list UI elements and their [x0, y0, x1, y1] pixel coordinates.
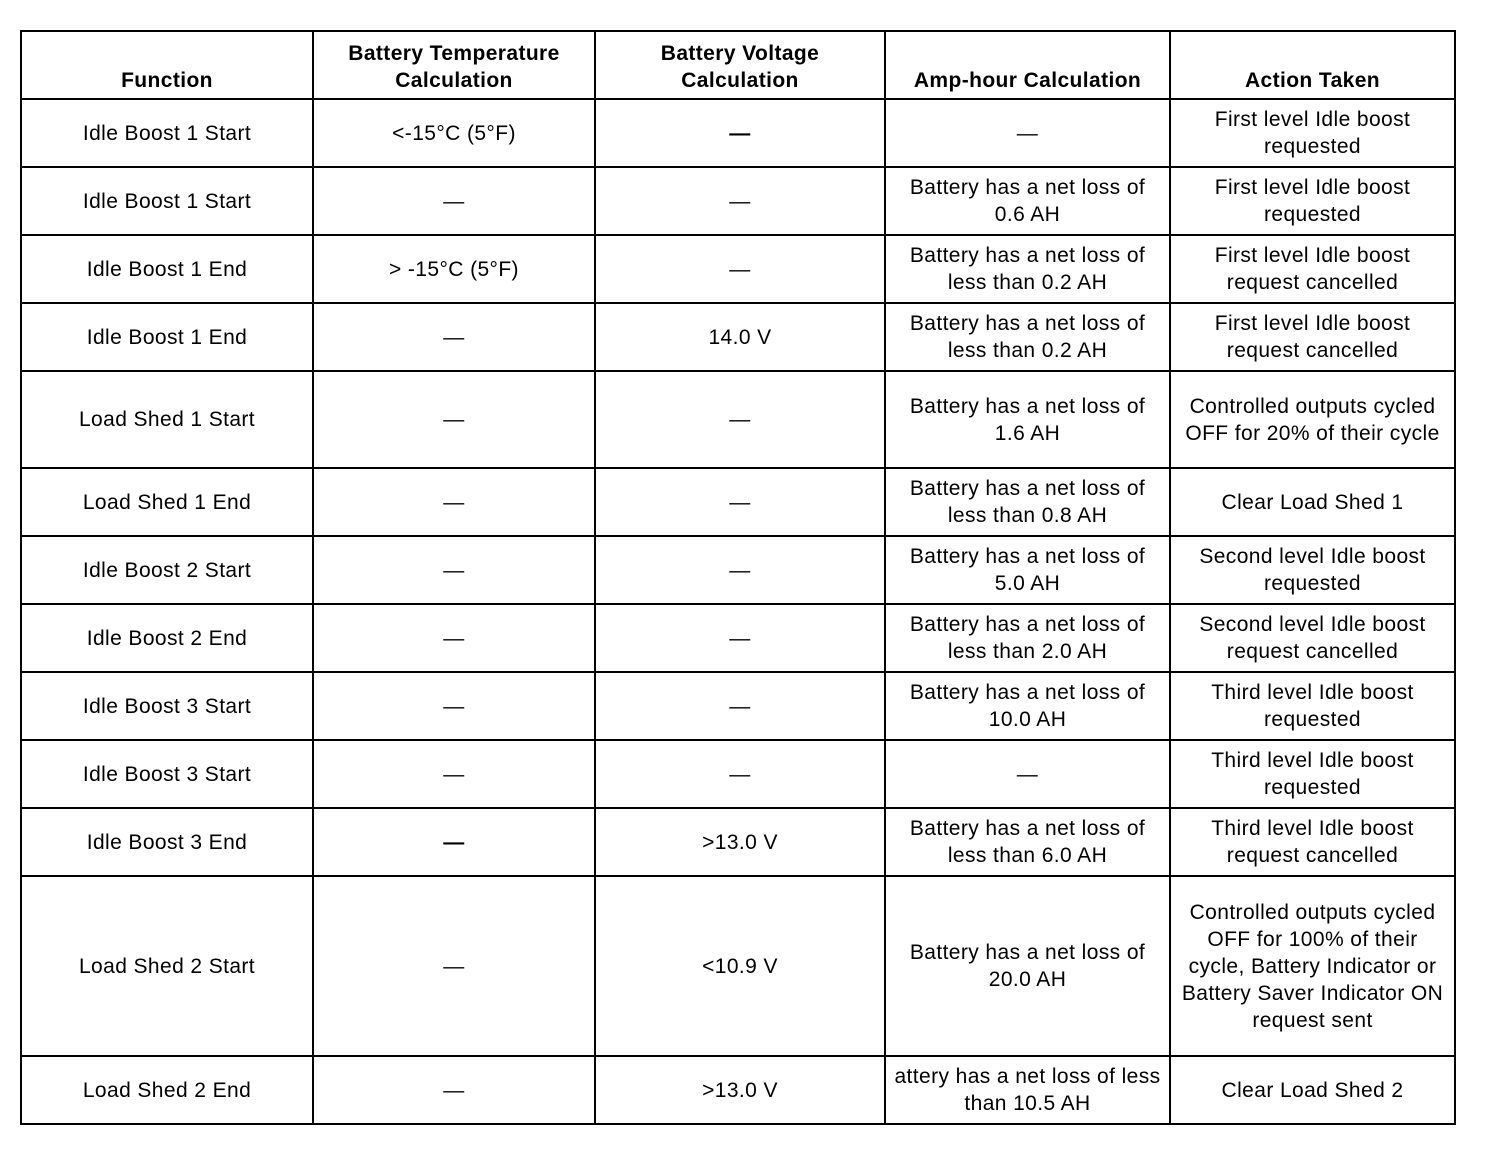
table-row: [21, 167, 1455, 235]
amp-hour-cell: attery has a net loss of less than 10.5 AH: [885, 1056, 1170, 1124]
action-cell: Second level Idle boost request cancelled: [1170, 604, 1455, 672]
action-cell: Second level Idle boost requested: [1170, 536, 1455, 604]
action-cell: Third level Idle boost requested: [1170, 740, 1455, 808]
voltage-cell: —: [595, 167, 885, 235]
voltage-cell: —: [595, 604, 885, 672]
amp-hour-cell: Battery has a net loss of 10.0 AH: [885, 672, 1170, 740]
table-row: [21, 1056, 1455, 1124]
amp-hour-cell: Battery has a net loss of less than 6.0 AH: [885, 808, 1170, 876]
voltage-cell: —: [595, 740, 885, 808]
function-cell: Idle Boost 2 End: [21, 604, 313, 672]
voltage-cell: —: [595, 536, 885, 604]
voltage-cell: <10.9 V: [595, 876, 885, 1056]
amp-hour-cell: Battery has a net loss of 20.0 AH: [885, 876, 1170, 1056]
action-cell: Third level Idle boost request cancelled: [1170, 808, 1455, 876]
action-cell: Controlled outputs cycled OFF for 20% of their cycle: [1170, 371, 1455, 468]
amp-hour-cell: Battery has a net loss of 0.6 AH: [885, 167, 1170, 235]
function-cell: Load Shed 2 End: [21, 1056, 313, 1124]
voltage-cell: >13.0 V: [595, 808, 885, 876]
battery-management-table: [20, 30, 1456, 1125]
action-cell: First level Idle boost requested: [1170, 167, 1455, 235]
table-row: [21, 808, 1455, 876]
table-row: [21, 740, 1455, 808]
header-amp-hour: Amp-hour Calculation: [885, 31, 1170, 99]
amp-hour-cell: Battery has a net loss of less than 0.8 AH: [885, 468, 1170, 536]
action-cell: First level Idle boost requested: [1170, 99, 1455, 167]
function-cell: Idle Boost 2 Start: [21, 536, 313, 604]
header-row: [21, 31, 1455, 99]
amp-hour-cell: Battery has a net loss of 5.0 AH: [885, 536, 1170, 604]
header-battery-voltage: Battery Voltage Calculation: [595, 31, 885, 99]
action-cell: Clear Load Shed 2: [1170, 1056, 1455, 1124]
temperature-cell: <-15°C (5°F): [313, 99, 595, 167]
voltage-cell: 14.0 V: [595, 303, 885, 371]
amp-hour-cell: Battery has a net loss of less than 0.2 AH: [885, 235, 1170, 303]
temperature-cell: —: [313, 167, 595, 235]
function-cell: Idle Boost 1 End: [21, 235, 313, 303]
table-row: [21, 604, 1455, 672]
voltage-cell: —: [595, 371, 885, 468]
temperature-cell: —: [313, 876, 595, 1056]
action-cell: First level Idle boost request cancelled: [1170, 235, 1455, 303]
temperature-cell: —: [313, 808, 595, 876]
amp-hour-cell: —: [885, 99, 1170, 167]
amp-hour-cell: Battery has a net loss of 1.6 AH: [885, 371, 1170, 468]
table-row: [21, 99, 1455, 167]
action-cell: Clear Load Shed 1: [1170, 468, 1455, 536]
header-action-taken: Action Taken: [1170, 31, 1455, 99]
temperature-cell: —: [313, 740, 595, 808]
function-cell: Idle Boost 1 Start: [21, 167, 313, 235]
voltage-cell: —: [595, 468, 885, 536]
function-cell: Load Shed 2 Start: [21, 876, 313, 1056]
temperature-cell: —: [313, 604, 595, 672]
temperature-cell: —: [313, 536, 595, 604]
header-battery-temperature: Battery Temperature Calculation: [313, 31, 595, 99]
action-cell: Controlled outputs cycled OFF for 100% of their cycle, Battery Indicator or Battery Saver Indicator ON request sent: [1170, 876, 1455, 1056]
function-cell: Load Shed 1 End: [21, 468, 313, 536]
amp-hour-cell: —: [885, 740, 1170, 808]
function-cell: Idle Boost 1 End: [21, 303, 313, 371]
action-cell: First level Idle boost request cancelled: [1170, 303, 1455, 371]
table-row: [21, 672, 1455, 740]
function-cell: Load Shed 1 Start: [21, 371, 313, 468]
function-cell: Idle Boost 3 End: [21, 808, 313, 876]
table-row: [21, 235, 1455, 303]
temperature-cell: —: [313, 371, 595, 468]
function-cell: Idle Boost 3 Start: [21, 740, 313, 808]
amp-hour-cell: Battery has a net loss of less than 2.0 AH: [885, 604, 1170, 672]
function-cell: Idle Boost 1 Start: [21, 99, 313, 167]
header-function: Function: [21, 31, 313, 99]
action-cell: Third level Idle boost requested: [1170, 672, 1455, 740]
voltage-cell: —: [595, 99, 885, 167]
amp-hour-cell: Battery has a net loss of less than 0.2 AH: [885, 303, 1170, 371]
table-row: [21, 468, 1455, 536]
voltage-cell: >13.0 V: [595, 1056, 885, 1124]
table-row: [21, 876, 1455, 1056]
temperature-cell: —: [313, 468, 595, 536]
table-row: [21, 536, 1455, 604]
voltage-cell: —: [595, 672, 885, 740]
temperature-cell: > -15°C (5°F): [313, 235, 595, 303]
function-cell: Idle Boost 3 Start: [21, 672, 313, 740]
table-row: [21, 303, 1455, 371]
temperature-cell: —: [313, 303, 595, 371]
voltage-cell: —: [595, 235, 885, 303]
table-row: [21, 371, 1455, 468]
temperature-cell: —: [313, 672, 595, 740]
temperature-cell: —: [313, 1056, 595, 1124]
